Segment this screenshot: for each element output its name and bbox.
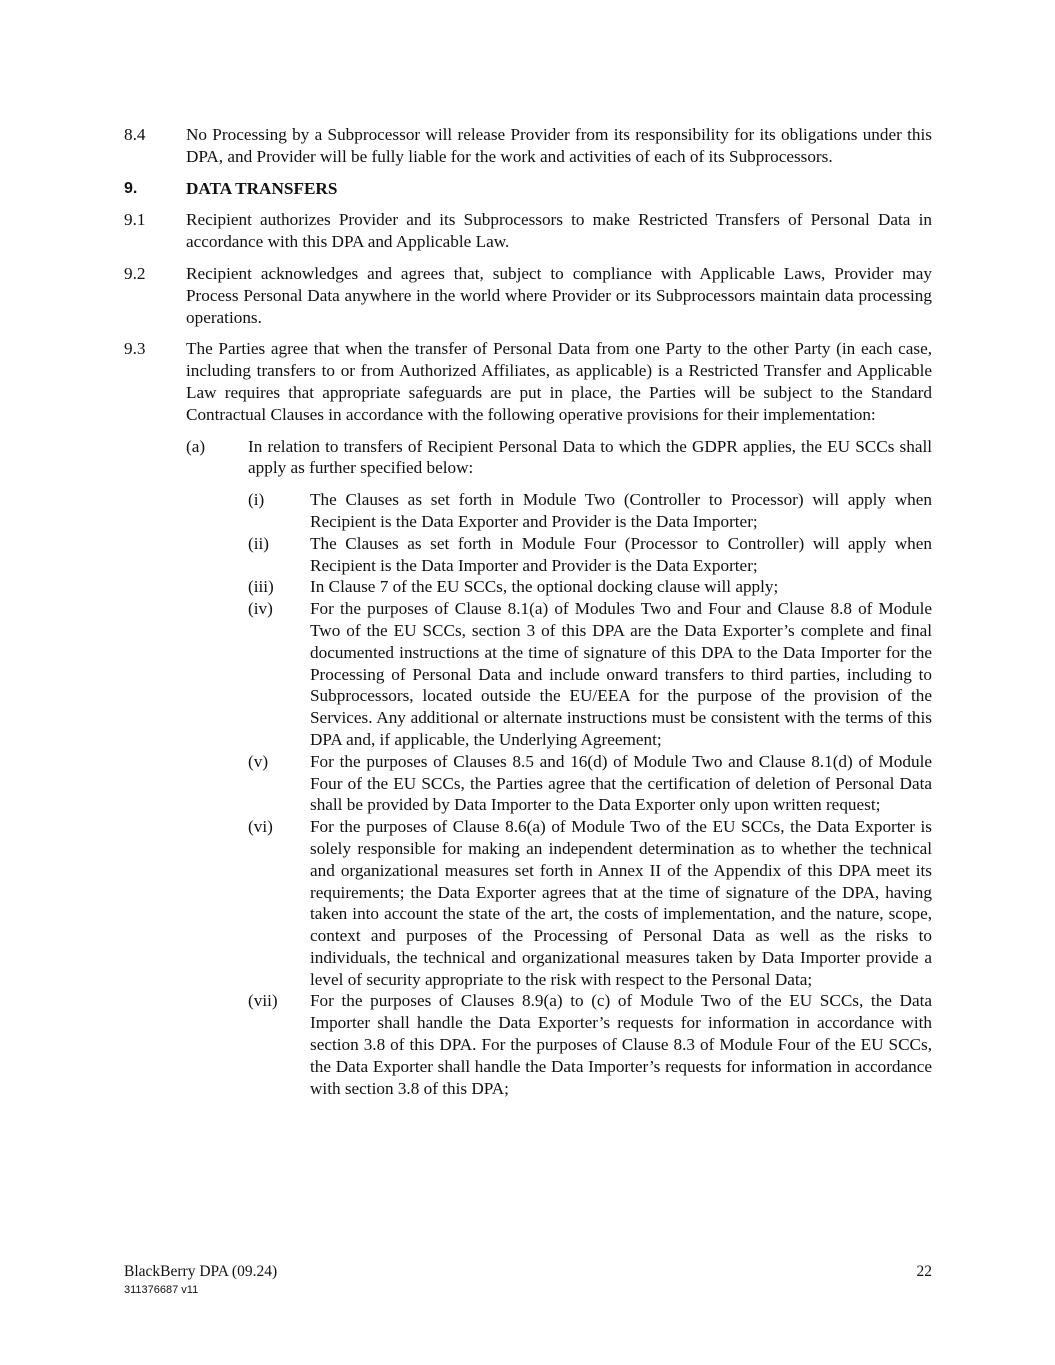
item-text: In Clause 7 of the EU SCCs, the optional docking clause will apply; (310, 577, 779, 597)
clause-text: The Parties agree that when the transfer of Personal Data from one Party to the other Party (in each case, including transfers to or from Authorized Affiliates, as applicable) is a Restricted Transfer and Applicable Law requires that appropriate safeguards are put in place, the Parties will be subject to the Standard Contractual Clauses in accordance with the following operative provisions for their implementation: (186, 339, 932, 424)
item-number: (iv) (248, 599, 273, 619)
list-item (248, 489, 932, 533)
clause-9-1 (124, 209, 932, 253)
item-text: The Clauses as set forth in Module Two (Controller to Processor) will apply when Recipient is the Data Exporter and Provider is the Data Importer; (310, 490, 932, 531)
list-item (248, 816, 932, 990)
item-text: For the purposes of Clause 8.6(a) of Module Two of the EU SCCs, the Data Exporter is solely responsible for making an independent determination as to whether the technical and organizational measures set forth in Annex II of the Appendix of this DPA meet its requirements; the Data Exporter agrees that at the time of signature of the DPA, having taken into account the state of the art, the costs of implementation, and the nature, scope, context and purposes of the Processing of Personal Data as well as the risks to individuals, the technical and organizational measures taken by Data Importer provide a level of security appropriate to the risk with respect to the Personal Data; (310, 817, 932, 989)
clause-9-2 (124, 263, 932, 328)
footer-doc-id: 311376687 v11 (124, 1284, 199, 1296)
list-item (248, 990, 932, 1099)
subclause-text: In relation to transfers of Recipient Personal Data to which the GDPR applies, the EU SCCs shall apply as further specified below: (248, 436, 932, 478)
item-number: (v) (248, 751, 269, 771)
document-body (124, 124, 932, 1099)
section-9-heading (124, 178, 932, 200)
clause-text: Recipient authorizes Provider and its Subprocessors to make Restricted Transfers of Personal Data in accordance with this DPA and Applicable Law. (186, 210, 932, 252)
item-number: (vii) (248, 991, 278, 1011)
item-text: For the purposes of Clause 8.1(a) of Modules Two and Four and Clause 8.8 of Module Two of the EU SCCs, section 3 of this DPA are the Data Exporter’s complete and final documented instructions at the time of signature of this DPA to the Data Importer for the Processing of Personal Data and include onward transfers to third parties, including to Subprocessors, located outside the EU/EEA for the purpose of the provision of the Services. Any additional or alternate instructions must be consistent with the terms of this DPA and, if applicable, the Underlying Agreement; (310, 599, 932, 749)
clause-text: No Processing by a Subprocessor will release Provider from its responsibility for its obligations under this DPA, and Provider will be fully liable for the work and activities of each of its Subprocessors. (186, 125, 932, 166)
item-number: (ii) (248, 533, 269, 553)
clause-9-3-a (186, 436, 932, 480)
item-text: For the purposes of Clauses 8.5 and 16(d) of Module Two and Clause 8.1(d) of Module Four of the EU SCCs, the Parties agree that the certification of deletion of Personal Data shall be provided by Data Importer to the Data Exporter only upon written request; (310, 751, 932, 815)
subclause-list (124, 489, 932, 1099)
clause-number: 9.1 (124, 210, 146, 230)
clause-8-4 (124, 124, 932, 168)
clause-text: Recipient acknowledges and agrees that, subject to compliance with Applicable Laws, Provider may Process Personal Data anywhere in the world where Provider or its Subprocessors maintain data processing operations. (186, 263, 932, 327)
page-number: 22 (916, 1263, 932, 1280)
list-item (248, 576, 932, 598)
item-number: (i) (248, 490, 265, 510)
list-item (248, 751, 932, 816)
section-title: DATA TRANSFERS (186, 178, 338, 198)
clause-number: 8.4 (124, 125, 146, 144)
clause-9-3 (124, 338, 932, 425)
clause-number: 9.3 (124, 339, 146, 359)
subclause-number: (a) (186, 436, 206, 456)
section-number: 9. (124, 179, 138, 197)
item-text: For the purposes of Clauses 8.9(a) to (c) of Module Two of the EU SCCs, the Data Importer shall handle the Data Exporter’s requests for information in accordance with section 3.8 of this DPA. For the purposes of Clause 8.3 of Module Four of the EU SCCs, the Data Exporter shall handle the Data Importer’s requests for information in accordance with section 3.8 of this DPA; (310, 991, 932, 1098)
footer-title: BlackBerry DPA (09.24) (124, 1263, 278, 1280)
list-item (248, 533, 932, 577)
clause-number: 9.2 (124, 263, 146, 283)
item-number: (vi) (248, 817, 273, 837)
list-item (248, 598, 932, 751)
item-text: The Clauses as set forth in Module Four (Processor to Controller) will apply when Recipient is the Data Importer and Provider is the Data Exporter; (310, 533, 932, 575)
item-number: (iii) (248, 577, 274, 597)
